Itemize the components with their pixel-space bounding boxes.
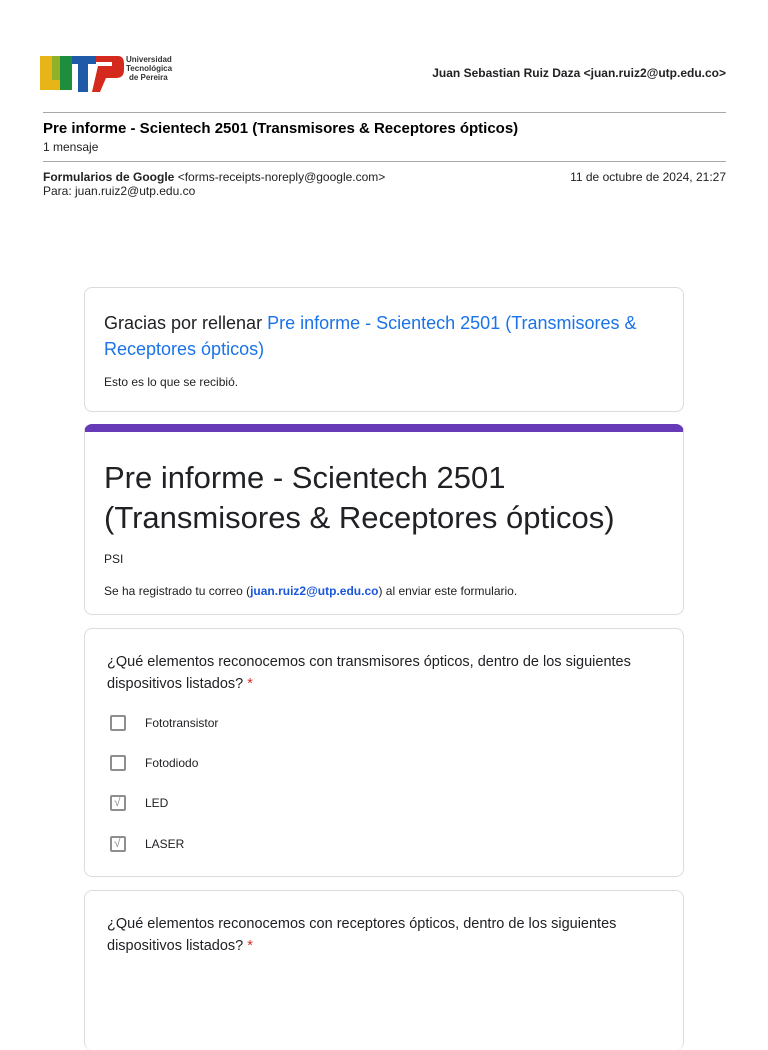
divider-top: [43, 112, 726, 113]
mail-prefix: Se ha registrado tu correo (: [104, 584, 251, 598]
email-subject: Pre informe - Scientech 2501 (Transmisores & Receptores ópticos): [43, 120, 519, 137]
question-1-label: ¿Qué elementos reconocemos con transmisores ópticos, dentro de los siguientes dispositivos listados?: [107, 654, 631, 692]
option-label: LASER: [145, 837, 185, 851]
from-address: <forms-receipts-noreply@google.com>: [177, 170, 386, 184]
email-to: Para: juan.ruiz2@utp.edu.co: [43, 184, 196, 198]
checkbox-icon[interactable]: [110, 715, 126, 731]
form-link[interactable]: Pre informe - Scientech 2501 (Transmisores & Receptores ópticos): [104, 313, 637, 359]
email-date: 11 de octubre de 2024, 21:27: [570, 170, 726, 184]
checkbox-icon[interactable]: [110, 755, 126, 771]
question-card-2: [84, 890, 684, 1050]
question-card-1: [84, 628, 684, 877]
check-icon: √: [114, 836, 121, 850]
email-header: [38, 52, 726, 94]
required-mark: *: [247, 676, 253, 692]
divider-meta: [43, 161, 726, 162]
from-name: Formularios de Google: [43, 170, 175, 184]
option-label: LED: [145, 796, 169, 810]
form-header-card: [84, 424, 684, 615]
thanks-prefix: Gracias por rellenar: [104, 313, 268, 333]
form-email-notice: [104, 584, 517, 598]
checkbox-checked-icon[interactable]: [110, 795, 126, 811]
logo-line-3: de Pereira: [129, 73, 168, 82]
check-icon: √: [114, 795, 121, 809]
form-description: PSI: [104, 552, 124, 566]
utp-logo: [38, 52, 178, 94]
registered-email[interactable]: juan.ruiz2@utp.edu.co: [250, 584, 379, 598]
message-count: 1 mensaje: [43, 140, 99, 154]
logo-line-1: Universidad: [126, 55, 172, 64]
logo-line-2: Tecnológica: [126, 64, 173, 73]
option-label: Fotodiodo: [145, 756, 199, 770]
question-text-2: [107, 913, 667, 957]
question-2-label: ¿Qué elementos reconocemos con receptores ópticos, dentro de los siguientes dispositivos listados?: [107, 916, 617, 954]
received-text: Esto es lo que se recibió.: [104, 375, 239, 389]
account-user: Juan Sebastian Ruiz Daza <juan.ruiz2@utp.edu.co>: [432, 66, 726, 80]
utp-logo-icon: [38, 52, 124, 94]
mail-suffix: ) al enviar este formulario.: [378, 584, 518, 598]
required-mark: *: [247, 938, 253, 954]
question-text-1: [107, 651, 667, 695]
form-title: Pre informe - Scientech 2501 (Transmisores & Receptores ópticos): [104, 460, 615, 535]
logo-text: [126, 55, 172, 82]
thanks-text: [104, 310, 674, 362]
option-label: Fototransistor: [145, 716, 219, 730]
thanks-card: [84, 287, 684, 412]
checkbox-checked-icon[interactable]: [110, 836, 126, 852]
email-from: [43, 170, 385, 184]
